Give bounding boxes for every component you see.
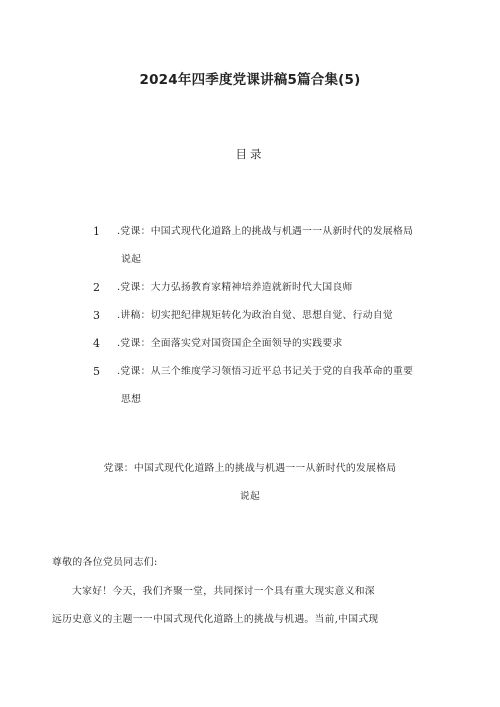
toc-item-2[interactable] (93, 274, 443, 302)
toc-item-5[interactable] (93, 358, 443, 414)
toc-heading: 目录 (235, 147, 265, 161)
body-paragraph (52, 578, 440, 634)
toc-item-4[interactable] (93, 330, 443, 358)
section-title-line-continued: 说起 (239, 491, 261, 502)
toc-item-text: .党课：全面落实党对国资国企全面领导的实践要求 (117, 338, 343, 349)
toc-item-line: .党课：中国式现代化道路上的挑战与机遇一一从新时代的发展格局 (117, 226, 414, 237)
toc-item-line-continued: 思想 (121, 394, 142, 405)
toc-item-text (117, 218, 443, 274)
table-of-contents (93, 218, 443, 414)
toc-item-number: 1 (93, 225, 101, 238)
toc-item-number: 2 (93, 281, 101, 294)
section-title-line: 党课：中国式现代化道路上的挑战与机遇一一从新时代的发展格局 (103, 463, 397, 474)
greeting: 尊敬的各位党员同志们: (52, 557, 158, 568)
toc-item-line: .党课：从三个维度学习领悟习近平总书记关于党的自我革命的重要 (117, 366, 414, 377)
toc-item-text: .党课：大力弘扬教育家精神培养造就新时代大国良师 (117, 282, 353, 293)
toc-item-text (117, 358, 443, 414)
toc-item-number: 5 (93, 365, 101, 378)
section-title (0, 455, 500, 511)
toc-item-number: 4 (93, 337, 101, 350)
toc-item-number: 3 (93, 309, 101, 322)
toc-item-3[interactable] (93, 302, 443, 330)
toc-item-1[interactable] (93, 218, 443, 274)
document-title: 2024年四季度党课讲稿5篇合集(5) (139, 72, 361, 88)
body-line: 远历史意义的主题一一中国式现代化道路上的挑战与机遇。当前,中国式现 (52, 614, 379, 625)
toc-item-text: .讲稿：切实把纪律规矩转化为政治自觉、思想自觉、行动自觉 (117, 310, 394, 321)
body-line: 大家好！今天，我们齐聚一堂，共同探讨一个具有重大现实意义和深 (72, 586, 375, 597)
toc-item-line-continued: 说起 (121, 254, 142, 265)
